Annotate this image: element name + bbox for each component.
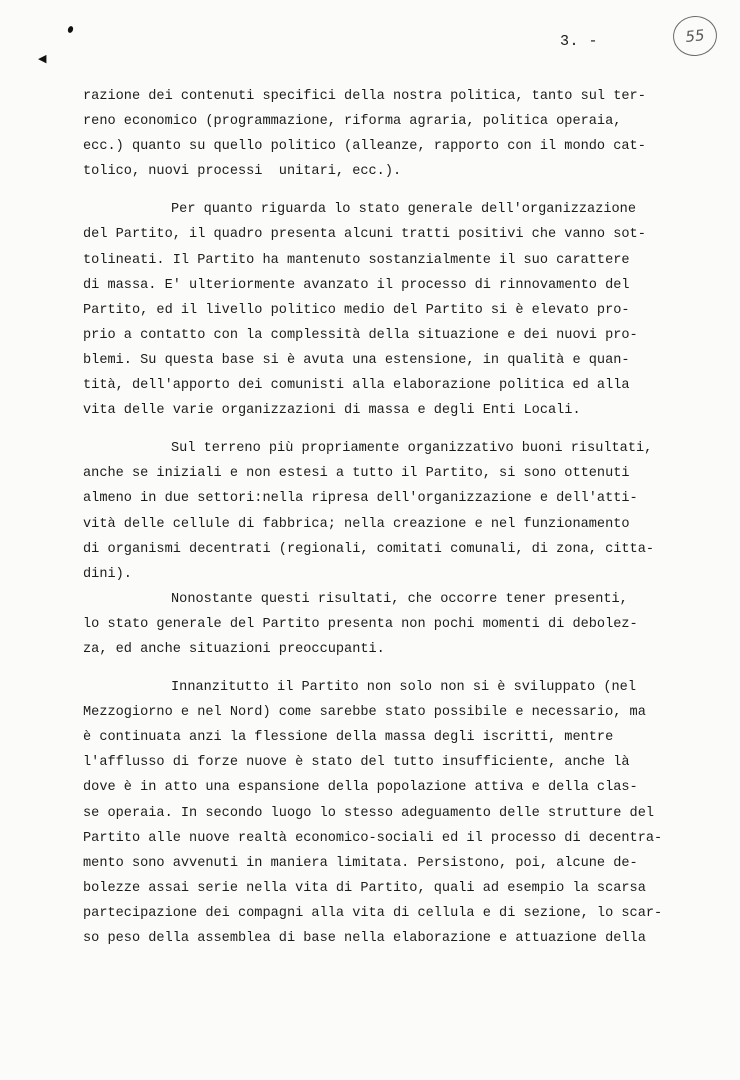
paragraph-1 — [83, 84, 703, 184]
text-line: so peso della assemblea di base nella elaborazione e attuazione della — [83, 931, 646, 946]
text-line: è continuata anzi la flessione della massa degli iscritti, mentre — [83, 730, 614, 746]
text-line: partecipazione dei compagni alla vita di cellula e di sezione, lo scar- — [83, 905, 663, 921]
text-line: mento sono avvenuti in maniera limitata. Persistono, poi, alcune de- — [83, 855, 638, 871]
text-line: bolezze assai serie nella vita di Partito, quali ad esempio la scarsa — [83, 880, 646, 896]
text-line: prio a contatto con la complessità della situazione e dei nuovi pro- — [83, 327, 638, 343]
paragraph-4 — [83, 587, 703, 662]
paragraph-3 — [83, 436, 703, 587]
text-line: tità, dell'apporto dei comunisti alla elaborazione politica ed alla — [83, 378, 630, 394]
text-line: razione dei contenuti specifici della nostra politica, tanto sul ter- — [83, 89, 646, 104]
paragraph-5 — [83, 675, 703, 951]
text-line: dove è in atto una espansione della popolazione attiva e della clas- — [83, 780, 638, 796]
text-line: tolico, nuovi processi unitari, ecc.). — [83, 164, 402, 180]
text-line: almeno in due settori:nella ripresa dell'organizzazione e dell'atti- — [83, 491, 638, 507]
text-line: Partito, ed il livello politico medio del Partito si è elevato pro- — [83, 302, 630, 318]
text-line: Sul terreno più propriamente organizzativo buoni risultati, — [171, 441, 653, 457]
text-line: Nonostante questi risultati, che occorre tener presenti, — [171, 591, 628, 607]
text-line: tolineati. Il Partito ha mantenuto sostanzialmente il suo carattere — [83, 252, 630, 268]
text-line: lo stato generale del Partito presenta non pochi momenti di debolez- — [83, 616, 638, 632]
text-line: reno economico (programmazione, riforma agraria, politica operaia, — [83, 114, 622, 130]
text-line: l'afflusso di forze nuove è stato del tutto insufficiente, anche là — [83, 755, 630, 771]
text-line: anche se iniziali e non estesi a tutto il Partito, si sono ottenuti — [83, 466, 630, 482]
text-line: vità delle cellule di fabbrica; nella creazione e nel funzionamento — [83, 516, 630, 532]
text-line: vita delle varie organizzazioni di massa e degli Enti Locali. — [83, 403, 581, 419]
text-line: Mezzogiorno e nel Nord) come sarebbe stato possibile e necessario, ma — [83, 705, 646, 721]
text-line: di massa. E' ulteriormente avanzato il processo di rinnovamento del — [83, 277, 630, 293]
text-line: ecc.) quanto su quello politico (alleanze, rapporto con il mondo cat- — [83, 139, 646, 155]
text-line: za, ed anche situazioni preoccupanti. — [83, 641, 385, 657]
page-stamp: 55 — [671, 14, 719, 58]
text-line: Partito alle nuove realtà economico-sociali ed il processo di decentra- — [83, 830, 663, 846]
text-line: se operaia. In secondo luogo lo stesso adeguamento delle strutture del — [83, 805, 655, 821]
ink-mark — [67, 25, 74, 33]
document-body — [83, 84, 703, 951]
page-number: 3. - — [560, 33, 599, 50]
text-line: Innanzitutto il Partito non solo non si è sviluppato (nel — [171, 680, 636, 696]
paragraph-2 — [83, 197, 703, 423]
text-line: blemi. Su questa base si è avuta una estensione, in qualità e quan- — [83, 352, 630, 368]
margin-mark-icon: ◀ — [38, 52, 47, 65]
text-line: del Partito, il quadro presenta alcuni tratti positivi che vanno sot- — [83, 227, 646, 243]
text-line: dini). — [83, 566, 132, 582]
text-line: di organismi decentrati (regionali, comitati comunali, di zona, citta- — [83, 541, 655, 557]
text-line: Per quanto riguarda lo stato generale dell'organizzazione — [171, 202, 636, 218]
